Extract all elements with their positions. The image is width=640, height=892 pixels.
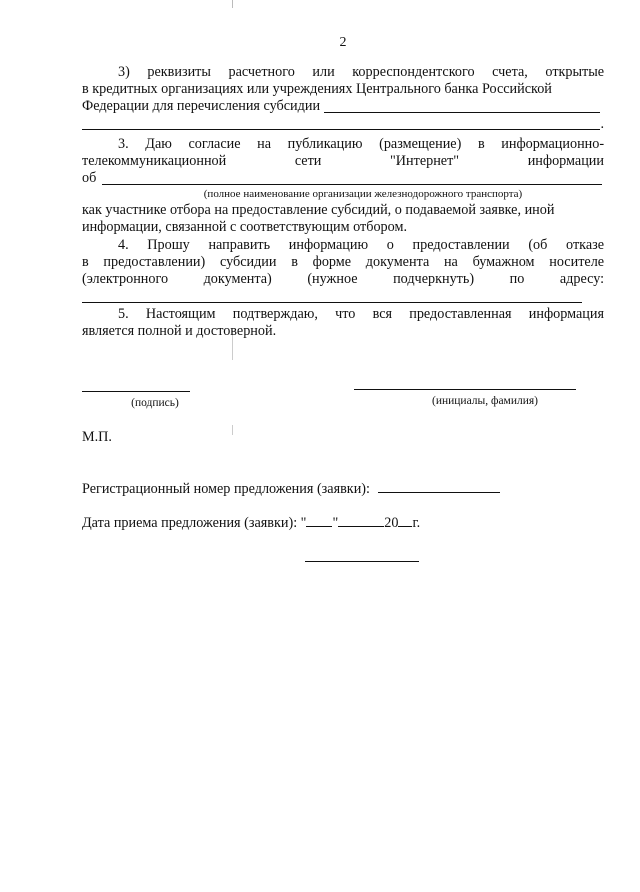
- page-number: 2: [339, 35, 347, 50]
- fold-mark-lower: [232, 425, 233, 435]
- word: вся: [372, 306, 393, 322]
- word: в предоставлении): [82, 254, 206, 271]
- word: информацию: [288, 237, 369, 253]
- word: на: [443, 254, 458, 271]
- bank-details-line-2: в кредитных организациях или учреждениях Центрального банка Российской: [82, 81, 552, 98]
- consent-line-1: [82, 136, 604, 153]
- consent-line-2: [82, 153, 604, 170]
- word: документа): [203, 271, 272, 288]
- word: открытые: [545, 64, 605, 80]
- word: (об: [528, 237, 548, 253]
- date-month-field[interactable]: [338, 514, 384, 527]
- bank-details-label: Федерации для перечисления субсидии: [82, 98, 321, 115]
- word: о: [386, 237, 394, 253]
- name-caption: (инициалы, фамилия): [431, 395, 539, 407]
- registration-number-row: [82, 480, 500, 498]
- word: Даю: [145, 136, 172, 152]
- word: согласие: [188, 136, 241, 152]
- bank-details-line-1: [82, 64, 604, 81]
- word: (размещение): [379, 136, 462, 152]
- registration-number-label: Регистрационный номер предложения (заявки):: [82, 481, 370, 497]
- consent-about-label: об: [82, 170, 97, 187]
- word: информационно-: [501, 136, 605, 152]
- word: (электронного: [82, 271, 169, 288]
- word: публикацию: [287, 136, 363, 152]
- word: "Интернет": [389, 153, 460, 170]
- address-field[interactable]: [82, 302, 582, 303]
- word: или: [312, 64, 335, 80]
- bank-details-line-4: [82, 116, 604, 133]
- consent-line-3: [82, 170, 602, 187]
- fold-mark-top: [232, 0, 233, 8]
- word: адресу:: [559, 271, 605, 288]
- item-request: [82, 237, 604, 306]
- date-year-field[interactable]: [398, 514, 412, 527]
- word: в: [291, 254, 298, 271]
- word: форме: [312, 254, 352, 271]
- word: информация: [528, 306, 605, 322]
- word: по: [509, 271, 525, 288]
- address-line: [82, 289, 582, 306]
- word: 3.: [118, 136, 129, 152]
- date-quote: ": [332, 515, 339, 531]
- signature-field[interactable]: [82, 391, 190, 392]
- date-year-prefix: 20: [384, 515, 399, 531]
- request-line-1: [82, 237, 604, 254]
- consent-line-4: как участнике отбора на предоставление субсидий, о подаваемой заявке, иной: [82, 201, 555, 218]
- item-bank-details: [82, 64, 604, 133]
- period: .: [600, 115, 604, 132]
- word: счета,: [492, 64, 528, 80]
- word: что: [335, 306, 356, 322]
- word: расчетного: [228, 64, 295, 80]
- organization-name-field[interactable]: [102, 184, 602, 185]
- item-confirm: [82, 306, 604, 340]
- request-line-3: [82, 271, 604, 288]
- acceptance-date-label: Дата приема предложения (заявки): ": [82, 515, 307, 531]
- consent-line-5: информации, связанной с соответствующим отбором.: [82, 218, 407, 235]
- word: корреспондентского: [352, 64, 475, 80]
- word: предоставленная: [409, 306, 512, 322]
- organization-name-caption: (полное наименование организации железнодорожного транспорта): [203, 187, 523, 200]
- word: бумажном: [472, 254, 535, 271]
- stamp-place-label: М.П.: [82, 429, 112, 445]
- word: (нужное: [307, 271, 358, 288]
- word: 5. Настоящим: [118, 306, 216, 322]
- word: предоставлении: [412, 237, 510, 253]
- word: телекоммуникационной: [82, 153, 227, 170]
- word: на: [257, 136, 272, 152]
- word: направить: [208, 237, 271, 253]
- name-field[interactable]: [354, 389, 576, 390]
- word: субсидии: [219, 254, 277, 271]
- word: сети: [294, 153, 322, 170]
- request-line-2: [82, 254, 604, 271]
- acceptance-date-row: [82, 514, 420, 532]
- subsidy-account-field[interactable]: [324, 112, 600, 113]
- subsidy-account-field-continued[interactable]: [82, 129, 600, 130]
- word: 4. Прошу: [118, 237, 190, 253]
- end-separator: [305, 561, 419, 562]
- word: в: [477, 136, 485, 152]
- word: документа: [365, 254, 430, 271]
- date-day-field[interactable]: [306, 514, 332, 527]
- word: подтверждаю,: [232, 306, 318, 322]
- word: подчеркнуть): [393, 271, 475, 288]
- registration-number-field[interactable]: [378, 480, 500, 493]
- signature-caption: (подпись): [131, 397, 179, 409]
- bank-details-line-3: [82, 98, 600, 115]
- word: информации: [527, 153, 604, 170]
- confirm-line-2: является полной и достоверной.: [82, 323, 277, 340]
- date-year-suffix: г.: [412, 515, 421, 531]
- confirm-line-1: [82, 306, 604, 323]
- word: 3) реквизиты: [118, 64, 211, 80]
- word: носителе: [549, 254, 605, 271]
- word: отказе: [566, 237, 605, 253]
- item-consent: [82, 136, 604, 236]
